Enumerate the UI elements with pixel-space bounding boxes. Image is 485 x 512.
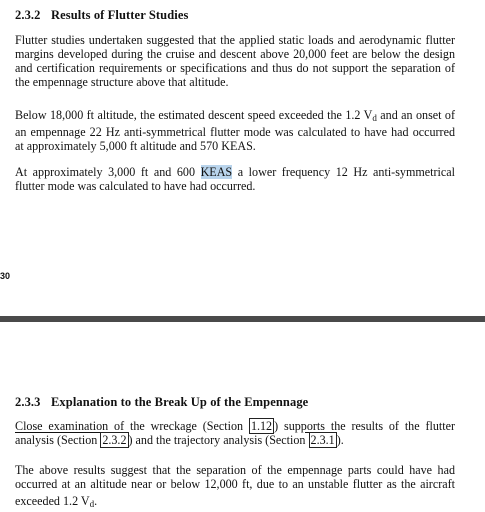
text-line: Flutter studies undertaken suggested that the applied static loads and aerodynamic flutter bbox=[15, 33, 455, 47]
text-fragment: Below 18,000 ft altitude, the estimated descent speed exceeded the 1.2 V bbox=[15, 108, 373, 122]
paragraph-separation-altitude bbox=[15, 463, 455, 511]
text-line bbox=[15, 433, 455, 447]
text-line bbox=[15, 108, 455, 125]
text-line: The above results suggest that the separation of the empennage parts could have had bbox=[15, 463, 455, 477]
page-margin-number: 30 bbox=[0, 271, 11, 281]
text-fragment: Close examination bbox=[15, 419, 109, 433]
text-line: an empennage 22 Hz anti-symmetrical flutter mode was calculated to have had occurred bbox=[15, 125, 455, 139]
text-fragment: At approximately 3,000 ft and 600 bbox=[15, 165, 201, 179]
paragraph-wreckage-examination bbox=[15, 419, 455, 447]
selected-text-highlight[interactable]: KEAS bbox=[200, 165, 233, 179]
text-fragment: ). bbox=[336, 433, 344, 447]
text-fragment: exceeded 1.2 V bbox=[15, 494, 90, 508]
text-fragment: ) sup bbox=[274, 419, 301, 433]
text-line: at approximately 5,000 ft altitude and 570 KEAS. bbox=[15, 139, 256, 153]
subscript: d bbox=[372, 113, 377, 123]
section-title: Explanation to the Break Up of the Empennage bbox=[51, 395, 309, 409]
section-heading-2-3-2 bbox=[15, 8, 188, 23]
text-line: occurred at an altitude near or below 12,000 ft, due to an unstable flutter as the aircraft bbox=[15, 477, 455, 491]
text-fragment: a lower frequency 12 Hz anti-symmetrical bbox=[232, 165, 455, 179]
text-fragment: and an onset of bbox=[376, 108, 456, 122]
text-line: margins developed during the cruise and descent above 20,000 feet are below the design bbox=[15, 47, 455, 61]
text-fragment: of the wreckage (Section bbox=[108, 419, 249, 433]
section-link-2-3-2[interactable]: 2.3.2 bbox=[102, 433, 127, 447]
text-fragment: ports bbox=[300, 419, 325, 433]
paragraph-descent-speed bbox=[15, 108, 455, 153]
text-fragment: the results of the flutter bbox=[324, 419, 455, 433]
document-page-bottom bbox=[0, 322, 485, 512]
section-number: 2.3.3 bbox=[15, 395, 41, 409]
section-link-2-3-1[interactable]: 2.3.1 bbox=[310, 433, 335, 447]
section-number: 2.3.2 bbox=[15, 8, 41, 22]
text-line bbox=[15, 494, 455, 511]
text-line: the empennage structure above that altitude. bbox=[15, 75, 229, 89]
paragraph-lower-frequency bbox=[15, 165, 455, 193]
text-fragment: ) and the trajectory analysis (Section bbox=[128, 433, 309, 447]
subscript: d bbox=[89, 499, 95, 509]
text-fragment: . bbox=[94, 494, 98, 508]
paragraph-flutter-studies bbox=[15, 33, 455, 89]
text-line bbox=[15, 419, 455, 433]
section-heading-2-3-3 bbox=[15, 395, 308, 410]
text-line: flutter mode was calculated to have had occurred. bbox=[15, 179, 256, 193]
section-link-1-12[interactable]: 1.12 bbox=[250, 419, 273, 433]
section-title: Results of Flutter Studies bbox=[51, 8, 189, 22]
text-line bbox=[15, 165, 455, 179]
text-line: and certification requirements or specifications and thus do not support the separation of bbox=[15, 61, 455, 75]
text-fragment: analysis (Section bbox=[15, 433, 101, 447]
